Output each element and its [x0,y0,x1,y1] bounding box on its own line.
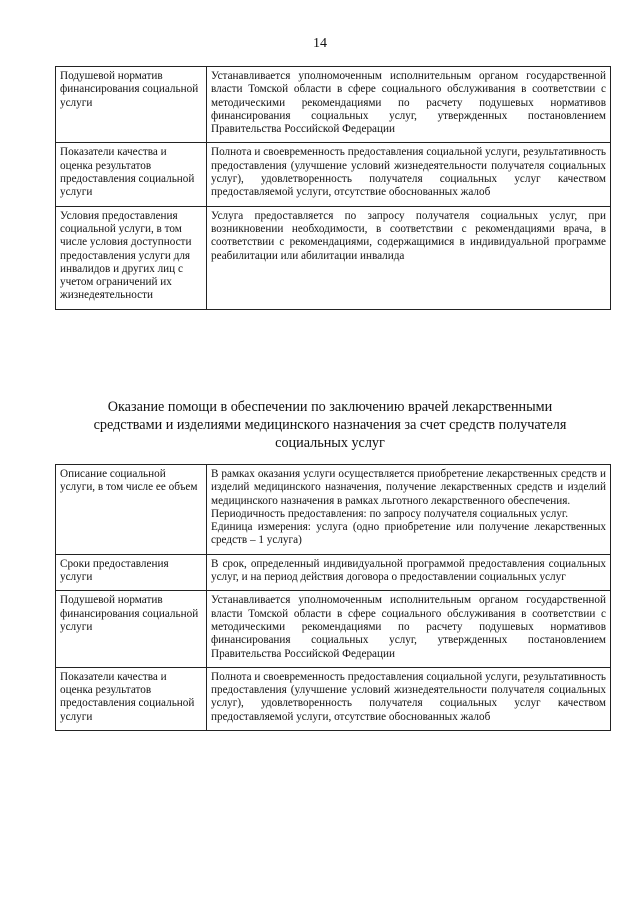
section-title-line: социальных услуг [275,435,385,451]
medication-service-table [55,464,611,731]
table-row [56,67,611,143]
row-text-quality-indicators: Полнота и своевременность предоставления социальной услуги, результативность предоставления (улучшение условий жизнедеятельности получателя социальных услуг), удовлетворенность получателя социальных услуг качеством предоставляемой услуги, отсутствие обоснованных жалоб [207,143,611,206]
periodicity-paragraph: Периодичность предоставления: по запросу получателя социальных услуг. [211,507,569,520]
row-label-terms: Сроки предоставления услуги [56,554,207,591]
row-label-description: Описание социальной услуги, в том числе ее объем [56,465,207,555]
unit-paragraph: Единица измерения: услуга (одно приобретение или получение лекарственных средств – 1 услуга) [211,521,606,547]
page-number: 14 [313,36,327,51]
row-label-quality-indicators: Показатели качества и оценка результатов предоставления социальной услуги [56,143,207,206]
row-text-per-capita-norm: Устанавливается уполномоченным исполнительным органом государственной власти Томской области в сфере социального обслуживания в соответствии с методическими рекомендациями по расчету подушевых нормативов финансирования социальных услуг, утвержденных постановлением Правительства Российской Федерации [207,591,611,667]
table-row [56,591,611,667]
table-row [56,554,611,591]
table-row [56,206,611,309]
description-paragraph: В рамках оказания услуги осуществляется приобретение лекарственных средств и изделий медицинского назначения, получение лекарственных средств и изделий медицинского назначения в рамках льготного лекарственного обеспечения. [211,468,606,507]
table-row [56,667,611,730]
table-row [56,143,611,206]
section-title [70,398,590,452]
row-text-provision-conditions: Услуга предоставляется по запросу получателя социальных услуг, при возникновении необходимости, в соответствии с рекомендациями врача, в соответствии с рекомендациями, содержащимися в индивидуальной программе реабилитации или абилитации инвалида [207,206,611,309]
table-row [56,465,611,555]
row-label-provision-conditions: Условия предоставления социальной услуги, в том числе условия доступности предоставления услуги для инвалидов и других лиц с учетом ограничений их жизнедеятельности [56,206,207,309]
row-label-per-capita-norm: Подушевой норматив финансирования социальной услуги [56,591,207,667]
services-table-continued [55,66,611,310]
row-text-terms: В срок, определенный индивидуальной программой предоставления социальных услуг, и на период действия договора о предоставлении социальных услуг [207,554,611,591]
row-text-quality-indicators: Полнота и своевременность предоставления социальной услуги, результативность предоставления (улучшение условий жизнедеятельности получателя социальных услуг), удовлетворенность получателя социальных услуг качеством предоставляемой услуги, отсутствие обоснованных жалоб [207,667,611,730]
section-title-line: средствами и изделиями медицинского назначения за счет средств получателя [93,417,567,433]
row-text-description [207,465,611,555]
section-title-line: Оказание помощи в обеспечении по заключению врачей лекарственными [107,399,553,415]
row-label-quality-indicators: Показатели качества и оценка результатов предоставления социальной услуги [56,667,207,730]
row-text-per-capita-norm: Устанавливается уполномоченным исполнительным органом государственной власти Томской области в сфере социального обслуживания в соответствии с методическими рекомендациями по расчету подушевых нормативов финансирования социальных услуг, утвержденных постановлением Правительства Российской Федерации [207,67,611,143]
row-label-per-capita-norm: Подушевой норматив финансирования социальной услуги [56,67,207,143]
